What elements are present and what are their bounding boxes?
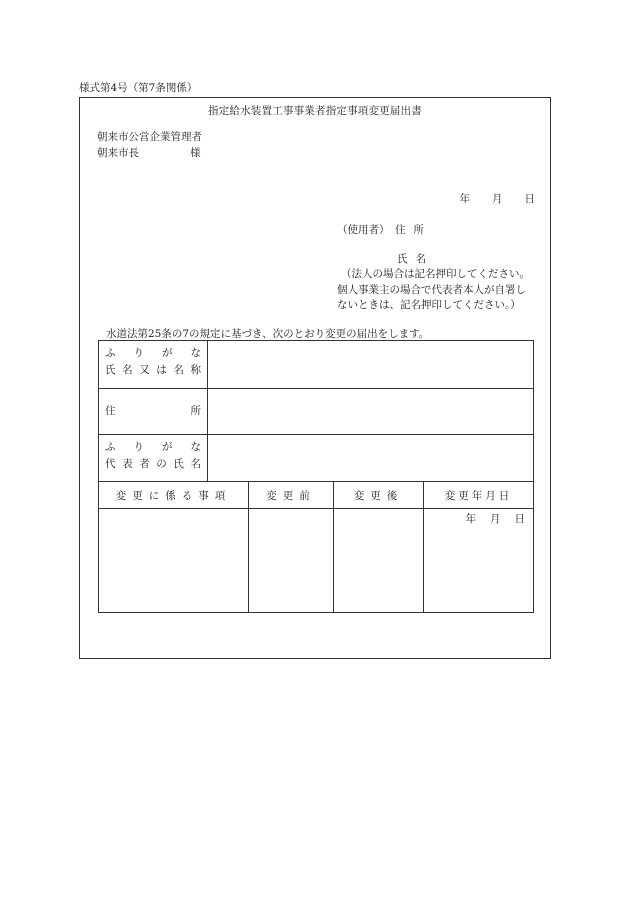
rep-name-label-cell <box>99 435 208 482</box>
after-field[interactable] <box>334 509 424 613</box>
header-before: 変更前 <box>249 482 334 509</box>
applicant-role: （使用者） <box>337 224 390 236</box>
rep-name-label: 代 表 者 の 氏 名 <box>105 458 201 470</box>
applicant-note-line2: 個人事業主の場合で代表者本人が自署し <box>337 284 526 296</box>
statement-text: 水道法第25条の7の規定に基づき、次のとおり変更の届出をします。 <box>106 328 430 340</box>
date-month: 月 <box>492 193 503 205</box>
change-date-day: 日 <box>514 513 525 525</box>
change-details-table <box>98 481 534 613</box>
addressee-line1: 朝来市公営企業管理者 <box>97 131 202 143</box>
rep-name-field[interactable] <box>208 435 534 482</box>
applicant-info-table <box>98 340 534 482</box>
address-label: 住 所 <box>105 405 201 417</box>
name-label-cell <box>99 341 208 389</box>
before-field[interactable] <box>249 509 334 613</box>
rep-furigana-label: ふ り が な <box>105 441 201 453</box>
date-year: 年 <box>459 193 470 205</box>
form-title: 指定給水装置工事事業者指定事項変更届出書 <box>208 105 422 117</box>
address-field[interactable] <box>208 389 534 435</box>
applicant-name-label: 氏名 <box>397 253 434 265</box>
applicant-note-line1: （法人の場合は記名押印してください。 <box>341 268 530 280</box>
applicant-address-label: 住所 <box>395 224 432 236</box>
header-after: 変更後 <box>334 482 424 509</box>
date-day: 日 <box>524 193 535 205</box>
form-number: 様式第4号（第7条関係） <box>79 82 198 94</box>
addressee-honorific: 様 <box>190 147 201 159</box>
company-name-label: 氏 名 又 は 名 称 <box>105 364 201 376</box>
company-name-field[interactable] <box>208 341 534 389</box>
submission-date <box>460 191 536 206</box>
change-date-year: 年 <box>465 513 476 525</box>
change-date-month: 月 <box>490 513 501 525</box>
addressee-line2: 朝来市長 <box>97 147 139 159</box>
furigana-label: ふ り が な <box>105 347 201 359</box>
applicant-note-line3: ないときは、記名押印してください。） <box>337 299 521 311</box>
header-change-item: 変更に係る事項 <box>99 482 249 509</box>
change-item-field[interactable] <box>99 509 249 613</box>
address-label-cell <box>99 389 208 435</box>
header-change-date: 変更年月日 <box>424 482 534 509</box>
change-date-field[interactable] <box>424 509 534 613</box>
